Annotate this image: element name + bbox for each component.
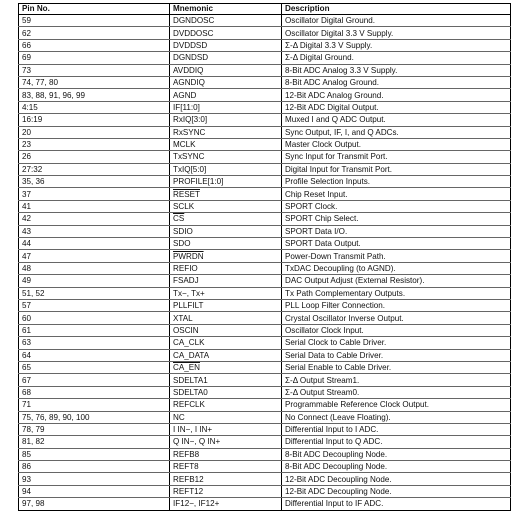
mnemonic-cell: REFT12 bbox=[170, 485, 282, 497]
pin-number-cell: 81, 82 bbox=[19, 436, 170, 448]
mnemonic-cell: TxSYNC bbox=[170, 151, 282, 163]
mnemonic-cell: REFB12 bbox=[170, 473, 282, 485]
mnemonic-cell: DVDDOSC bbox=[170, 27, 282, 39]
pin-number-cell: 62 bbox=[19, 27, 170, 39]
table-row bbox=[19, 448, 511, 460]
description-cell: Serial Clock to Cable Driver. bbox=[282, 337, 511, 349]
mnemonic-cell: I IN−, I IN+ bbox=[170, 423, 282, 435]
pin-number-cell: 74, 77, 80 bbox=[19, 76, 170, 88]
description-cell: Differential Input to IF ADC. bbox=[282, 498, 511, 510]
pin-number-cell: 47 bbox=[19, 250, 170, 262]
mnemonic-cell: OSCIN bbox=[170, 324, 282, 336]
description-cell: 12-Bit ADC Decoupling Node. bbox=[282, 485, 511, 497]
description-cell: Oscillator Digital Ground. bbox=[282, 15, 511, 27]
table-row bbox=[19, 324, 511, 336]
mnemonic-cell: IF[11:0] bbox=[170, 101, 282, 113]
pin-number-cell: 69 bbox=[19, 52, 170, 64]
pin-function-table bbox=[18, 3, 511, 511]
description-cell: 12-Bit ADC Decoupling Node. bbox=[282, 473, 511, 485]
pin-number-cell: 60 bbox=[19, 312, 170, 324]
pin-number-cell: 75, 76, 89, 90, 100 bbox=[19, 411, 170, 423]
pin-number-cell: 26 bbox=[19, 151, 170, 163]
table-row bbox=[19, 76, 511, 88]
table-row bbox=[19, 473, 511, 485]
description-cell: 8-Bit ADC Decoupling Node. bbox=[282, 461, 511, 473]
mnemonic-cell: Tx−, Tx+ bbox=[170, 287, 282, 299]
description-cell: Serial Enable to Cable Driver. bbox=[282, 361, 511, 373]
mnemonic-cell: AVDDIQ bbox=[170, 64, 282, 76]
pin-number-cell: 64 bbox=[19, 349, 170, 361]
table-row bbox=[19, 151, 511, 163]
pin-number-cell: 78, 79 bbox=[19, 423, 170, 435]
mnemonic-cell: PROFILE[1:0] bbox=[170, 176, 282, 188]
description-cell: Sync Input for Transmit Port. bbox=[282, 151, 511, 163]
mnemonic-cell: SDELTA0 bbox=[170, 386, 282, 398]
pin-number-cell: 27:32 bbox=[19, 163, 170, 175]
table-row bbox=[19, 461, 511, 473]
description-cell: Sync Output, IF, I, and Q ADCs. bbox=[282, 126, 511, 138]
pin-number-cell: 67 bbox=[19, 374, 170, 386]
pin-number-cell: 16:19 bbox=[19, 114, 170, 126]
description-cell: SPORT Data Output. bbox=[282, 238, 511, 250]
table-row bbox=[19, 89, 511, 101]
mnemonic-header: Mnemonic bbox=[170, 4, 282, 15]
pin-number-cell: 65 bbox=[19, 361, 170, 373]
description-cell: Σ-Δ Digital Ground. bbox=[282, 52, 511, 64]
pin-number-cell: 68 bbox=[19, 386, 170, 398]
table-row bbox=[19, 188, 511, 200]
description-cell: Muxed I and Q ADC Output. bbox=[282, 114, 511, 126]
mnemonic-cell: AGNDIQ bbox=[170, 76, 282, 88]
mnemonic-cell: REFT8 bbox=[170, 461, 282, 473]
pin-number-cell: 35, 36 bbox=[19, 176, 170, 188]
table-row bbox=[19, 225, 511, 237]
table-row bbox=[19, 386, 511, 398]
pin-number-cell: 93 bbox=[19, 473, 170, 485]
table-row bbox=[19, 39, 511, 51]
description-cell: 12-Bit ADC Analog Ground. bbox=[282, 89, 511, 101]
table-row bbox=[19, 498, 511, 510]
pin-number-cell: 73 bbox=[19, 64, 170, 76]
table-row bbox=[19, 374, 511, 386]
table-row bbox=[19, 52, 511, 64]
pin-number-cell: 41 bbox=[19, 200, 170, 212]
description-cell: No Connect (Leave Floating). bbox=[282, 411, 511, 423]
table-row bbox=[19, 213, 511, 225]
table-row bbox=[19, 163, 511, 175]
description-cell: Programmable Reference Clock Output. bbox=[282, 399, 511, 411]
mnemonic-cell: CA_CLK bbox=[170, 337, 282, 349]
description-cell: 8-Bit ADC Analog Ground. bbox=[282, 76, 511, 88]
description-cell: Oscillator Digital 3.3 V Supply. bbox=[282, 27, 511, 39]
mnemonic-cell: FSADJ bbox=[170, 275, 282, 287]
description-header: Description bbox=[282, 4, 511, 15]
mnemonic-cell: MCLK bbox=[170, 138, 282, 150]
mnemonic-cell: REFIO bbox=[170, 262, 282, 274]
description-cell: Differential Input to Q ADC. bbox=[282, 436, 511, 448]
mnemonic-cell: RxIQ[3:0] bbox=[170, 114, 282, 126]
description-cell: Oscillator Clock Input. bbox=[282, 324, 511, 336]
mnemonic-cell: NC bbox=[170, 411, 282, 423]
description-cell: Σ-Δ Digital 3.3 V Supply. bbox=[282, 39, 511, 51]
description-cell: Chip Reset Input. bbox=[282, 188, 511, 200]
table-row bbox=[19, 138, 511, 150]
table-row bbox=[19, 287, 511, 299]
table-row bbox=[19, 337, 511, 349]
pin-number-cell: 37 bbox=[19, 188, 170, 200]
description-cell: Tx Path Complementary Outputs. bbox=[282, 287, 511, 299]
mnemonic-cell: XTAL bbox=[170, 312, 282, 324]
description-cell: SPORT Data I/O. bbox=[282, 225, 511, 237]
table-row bbox=[19, 275, 511, 287]
table-row bbox=[19, 399, 511, 411]
pin-number-cell: 57 bbox=[19, 299, 170, 311]
description-cell: Σ-Δ Output Stream0. bbox=[282, 386, 511, 398]
description-cell: Master Clock Output. bbox=[282, 138, 511, 150]
mnemonic-cell: IF12−, IF12+ bbox=[170, 498, 282, 510]
table-row bbox=[19, 238, 511, 250]
description-cell: DAC Output Adjust (External Resistor). bbox=[282, 275, 511, 287]
table-row bbox=[19, 126, 511, 138]
pin-number-cell: 43 bbox=[19, 225, 170, 237]
pin-number-header: Pin No. bbox=[19, 4, 170, 15]
mnemonic-cell: REFCLK bbox=[170, 399, 282, 411]
description-cell: 8-Bit ADC Analog 3.3 V Supply. bbox=[282, 64, 511, 76]
mnemonic-cell: DGNDOSC bbox=[170, 15, 282, 27]
pin-number-cell: 63 bbox=[19, 337, 170, 349]
table-row bbox=[19, 250, 511, 262]
description-cell: Digital Input for Transmit Port. bbox=[282, 163, 511, 175]
description-cell: Crystal Oscillator Inverse Output. bbox=[282, 312, 511, 324]
pin-number-cell: 4:15 bbox=[19, 101, 170, 113]
pin-number-cell: 66 bbox=[19, 39, 170, 51]
description-cell: Profile Selection Inputs. bbox=[282, 176, 511, 188]
pin-number-cell: 42 bbox=[19, 213, 170, 225]
mnemonic-cell: PWRDN bbox=[170, 250, 282, 262]
description-cell: 12-Bit ADC Digital Output. bbox=[282, 101, 511, 113]
table-row bbox=[19, 27, 511, 39]
mnemonic-cell: RxSYNC bbox=[170, 126, 282, 138]
table-row bbox=[19, 423, 511, 435]
table-row bbox=[19, 436, 511, 448]
table-row bbox=[19, 114, 511, 126]
mnemonic-cell: PLLFILT bbox=[170, 299, 282, 311]
description-cell: TxDAC Decoupling (to AGND). bbox=[282, 262, 511, 274]
pin-number-cell: 61 bbox=[19, 324, 170, 336]
mnemonic-cell: CA_EN bbox=[170, 361, 282, 373]
pin-number-cell: 83, 88, 91, 96, 99 bbox=[19, 89, 170, 101]
table-body bbox=[19, 15, 511, 511]
description-cell: PLL Loop Filter Connection. bbox=[282, 299, 511, 311]
description-cell: SPORT Chip Select. bbox=[282, 213, 511, 225]
table-row bbox=[19, 299, 511, 311]
table-row bbox=[19, 15, 511, 27]
table-row bbox=[19, 64, 511, 76]
mnemonic-cell: TxIQ[5:0] bbox=[170, 163, 282, 175]
mnemonic-cell: SDIO bbox=[170, 225, 282, 237]
table-header bbox=[19, 4, 511, 15]
pin-number-cell: 59 bbox=[19, 15, 170, 27]
header-row bbox=[19, 4, 511, 15]
description-cell: Power-Down Transmit Path. bbox=[282, 250, 511, 262]
description-cell: Σ-Δ Output Stream1. bbox=[282, 374, 511, 386]
pin-number-cell: 71 bbox=[19, 399, 170, 411]
mnemonic-cell: SDO bbox=[170, 238, 282, 250]
table-row bbox=[19, 176, 511, 188]
table-row bbox=[19, 485, 511, 497]
pin-number-cell: 97, 98 bbox=[19, 498, 170, 510]
mnemonic-cell: AGND bbox=[170, 89, 282, 101]
pin-number-cell: 49 bbox=[19, 275, 170, 287]
description-cell: 8-Bit ADC Decoupling Node. bbox=[282, 448, 511, 460]
description-cell: Serial Data to Cable Driver. bbox=[282, 349, 511, 361]
pin-number-cell: 48 bbox=[19, 262, 170, 274]
table-row bbox=[19, 361, 511, 373]
pin-number-cell: 85 bbox=[19, 448, 170, 460]
table-row bbox=[19, 101, 511, 113]
table-row bbox=[19, 200, 511, 212]
description-cell: SPORT Clock. bbox=[282, 200, 511, 212]
pin-number-cell: 20 bbox=[19, 126, 170, 138]
mnemonic-cell: REFB8 bbox=[170, 448, 282, 460]
table-row bbox=[19, 312, 511, 324]
mnemonic-cell: Q IN−, Q IN+ bbox=[170, 436, 282, 448]
mnemonic-cell: SCLK bbox=[170, 200, 282, 212]
pin-number-cell: 86 bbox=[19, 461, 170, 473]
pin-number-cell: 94 bbox=[19, 485, 170, 497]
description-cell: Differential Input to I ADC. bbox=[282, 423, 511, 435]
pin-number-cell: 51, 52 bbox=[19, 287, 170, 299]
table-row bbox=[19, 411, 511, 423]
mnemonic-cell: DVDDSD bbox=[170, 39, 282, 51]
table-row bbox=[19, 262, 511, 274]
table-row bbox=[19, 349, 511, 361]
mnemonic-cell: SDELTA1 bbox=[170, 374, 282, 386]
mnemonic-cell: RESET bbox=[170, 188, 282, 200]
pin-number-cell: 44 bbox=[19, 238, 170, 250]
mnemonic-cell: $\overline{CS}$ bbox=[170, 213, 282, 225]
mnemonic-cell: CA_DATA bbox=[170, 349, 282, 361]
mnemonic-cell: DGNDSD bbox=[170, 52, 282, 64]
pin-number-cell: 23 bbox=[19, 138, 170, 150]
